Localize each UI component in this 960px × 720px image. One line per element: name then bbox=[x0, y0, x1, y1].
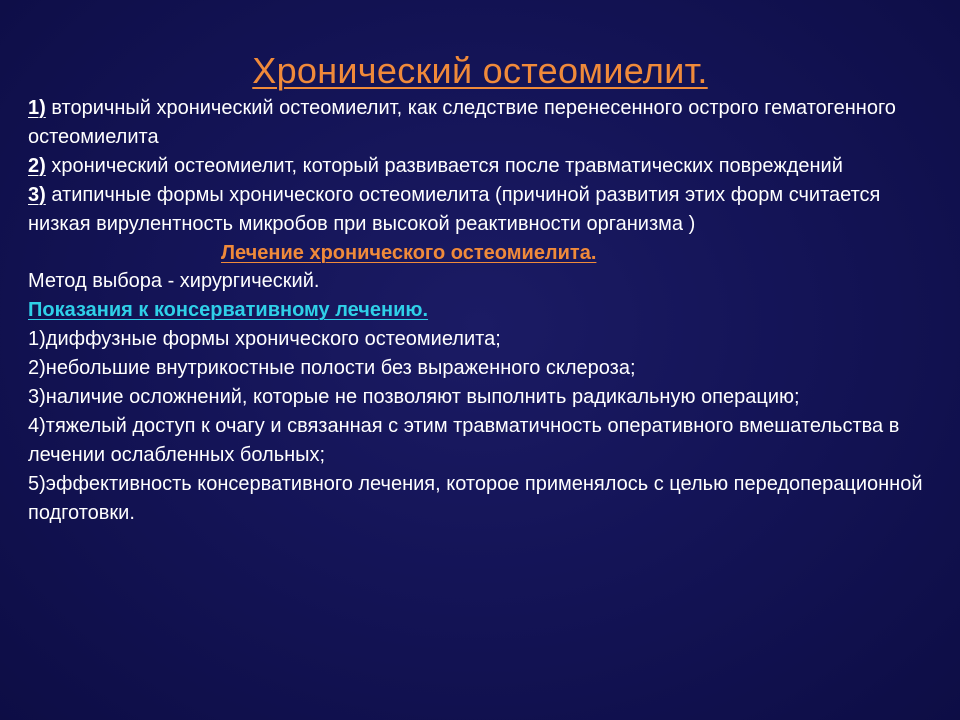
method-text: Метод выбора - хирургический. bbox=[28, 270, 320, 293]
indication-item: 3)наличие осложнений, которые не позволяют выполнить радикальную операцию; bbox=[28, 386, 800, 409]
item-number: 3) bbox=[28, 183, 46, 206]
item-text: вторичный хронический остеомиелит, как следствие перенесенного острого гематогенного остеомиелита bbox=[28, 97, 896, 148]
treatment-heading: Лечение хронического остеомиелита. bbox=[221, 241, 597, 264]
list-item bbox=[28, 152, 938, 181]
list-item bbox=[28, 94, 938, 152]
indications-heading: Показания к консервативному лечению. bbox=[28, 299, 429, 322]
item-text: хронический остеомиелит, который развивается после травматических повреждений bbox=[45, 154, 843, 177]
slide-content bbox=[28, 94, 938, 528]
slide-title: Хронический остеомиелит. bbox=[252, 50, 708, 91]
list-item bbox=[28, 181, 938, 239]
treatment-heading-row bbox=[28, 239, 938, 268]
item-number: 2) bbox=[28, 154, 46, 177]
item-text: атипичные формы хронического остеомиелита (причиной развития этих форм считается низкая вирулентность микробов при высокой реактивности организма ) bbox=[28, 183, 881, 235]
indication-item: 4)тяжелый доступ к очагу и связанная с этим травматичность оперативного вмешательства в лечении ослабленных больных; bbox=[28, 414, 900, 466]
item-number: 1) bbox=[28, 97, 46, 119]
indication-item: 1)диффузные формы хронического остеомиелита; bbox=[28, 328, 501, 351]
indication-item: 5)эффективность консервативного лечения, которое применялось с целью передоперационной подготовки. bbox=[28, 472, 923, 524]
indication-item: 2)небольшие внутрикостные полости без выраженного склероза; bbox=[28, 357, 636, 380]
indications-heading-row bbox=[28, 296, 938, 325]
